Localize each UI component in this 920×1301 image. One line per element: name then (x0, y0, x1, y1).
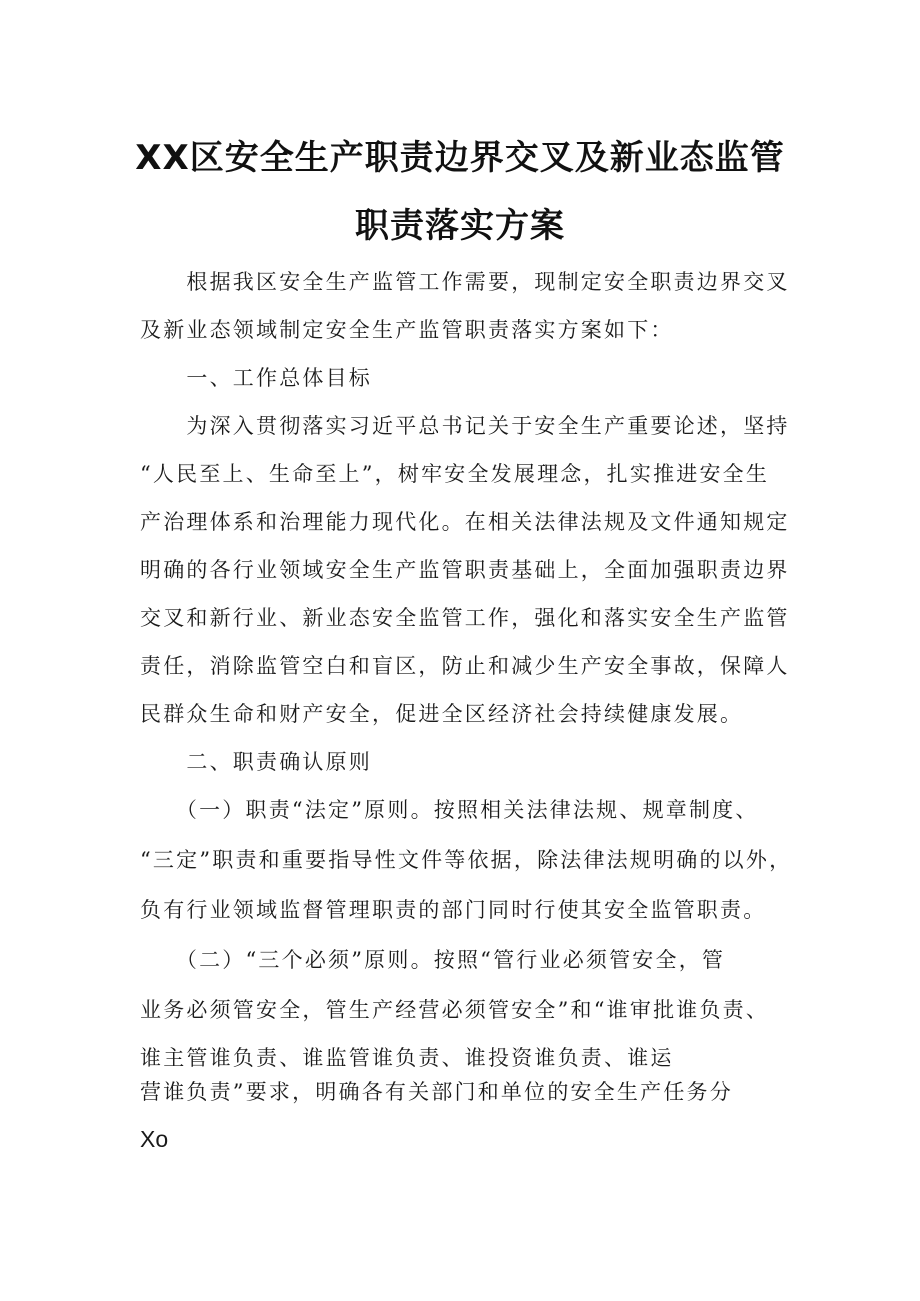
section-heading: 一、工作总体目标 (140, 366, 372, 390)
body-line: 为深入贯彻落实习近平总书记关于安全生产重要论述，坚持 (140, 414, 790, 438)
body-line: 交叉和新行业、新业态安全监管工作，强化和落实安全生产监管 (140, 606, 790, 630)
body-line: 明确的各行业领域安全生产监管职责基础上，全面加强职责边界 (140, 558, 790, 582)
body-line: 营谁负责”要求，明确各有关部门和单位的安全生产任务分 (140, 1080, 733, 1104)
body-line: “人民至上、生命至上”，树牢安全发展理念，扎实推进安全生 (140, 462, 770, 486)
body-line: “三定”职责和重要指导性文件等依据，除法律法规明确的以外， (140, 848, 793, 872)
body-line: 谁主管谁负责、谁监管谁负责、谁投资谁负责、谁运 (140, 1046, 674, 1070)
body-line: 根据我区安全生产监管工作需要，现制定安全职责边界交叉 (140, 270, 790, 294)
document-title-line-1: XX区安全生产职责边界交叉及新业态监管 (135, 138, 785, 178)
section-heading: 二、职责确认原则 (140, 750, 372, 774)
document-title-line-2: 职责落实方案 (355, 206, 565, 246)
body-line: （一）职责“法定”原则。按照相关法律法规、规章制度、 (140, 798, 759, 822)
body-line: （二）“三个必须”原则。按照“管行业必须管安全，管 (140, 948, 726, 972)
body-line: 业务必须管安全，管生产经营必须管安全”和“谁审批谁负责、 (140, 998, 770, 1022)
body-line: 负有行业领域监督管理职责的部门同时行使其安全监管职责。 (140, 898, 767, 922)
body-line: 民群众生命和财产安全，促进全区经济社会持续健康发展。 (140, 702, 744, 726)
body-line: 责任，消除监管空白和盲区，防止和减少生产安全事故，保障人 (140, 654, 790, 678)
body-line: 产治理体系和治理能力现代化。在相关法律法规及文件通知规定 (140, 510, 790, 534)
body-line: 及新业态领域制定安全生产监管职责落实方案如下： (140, 318, 674, 342)
trailing-text: Xo (140, 1126, 169, 1152)
